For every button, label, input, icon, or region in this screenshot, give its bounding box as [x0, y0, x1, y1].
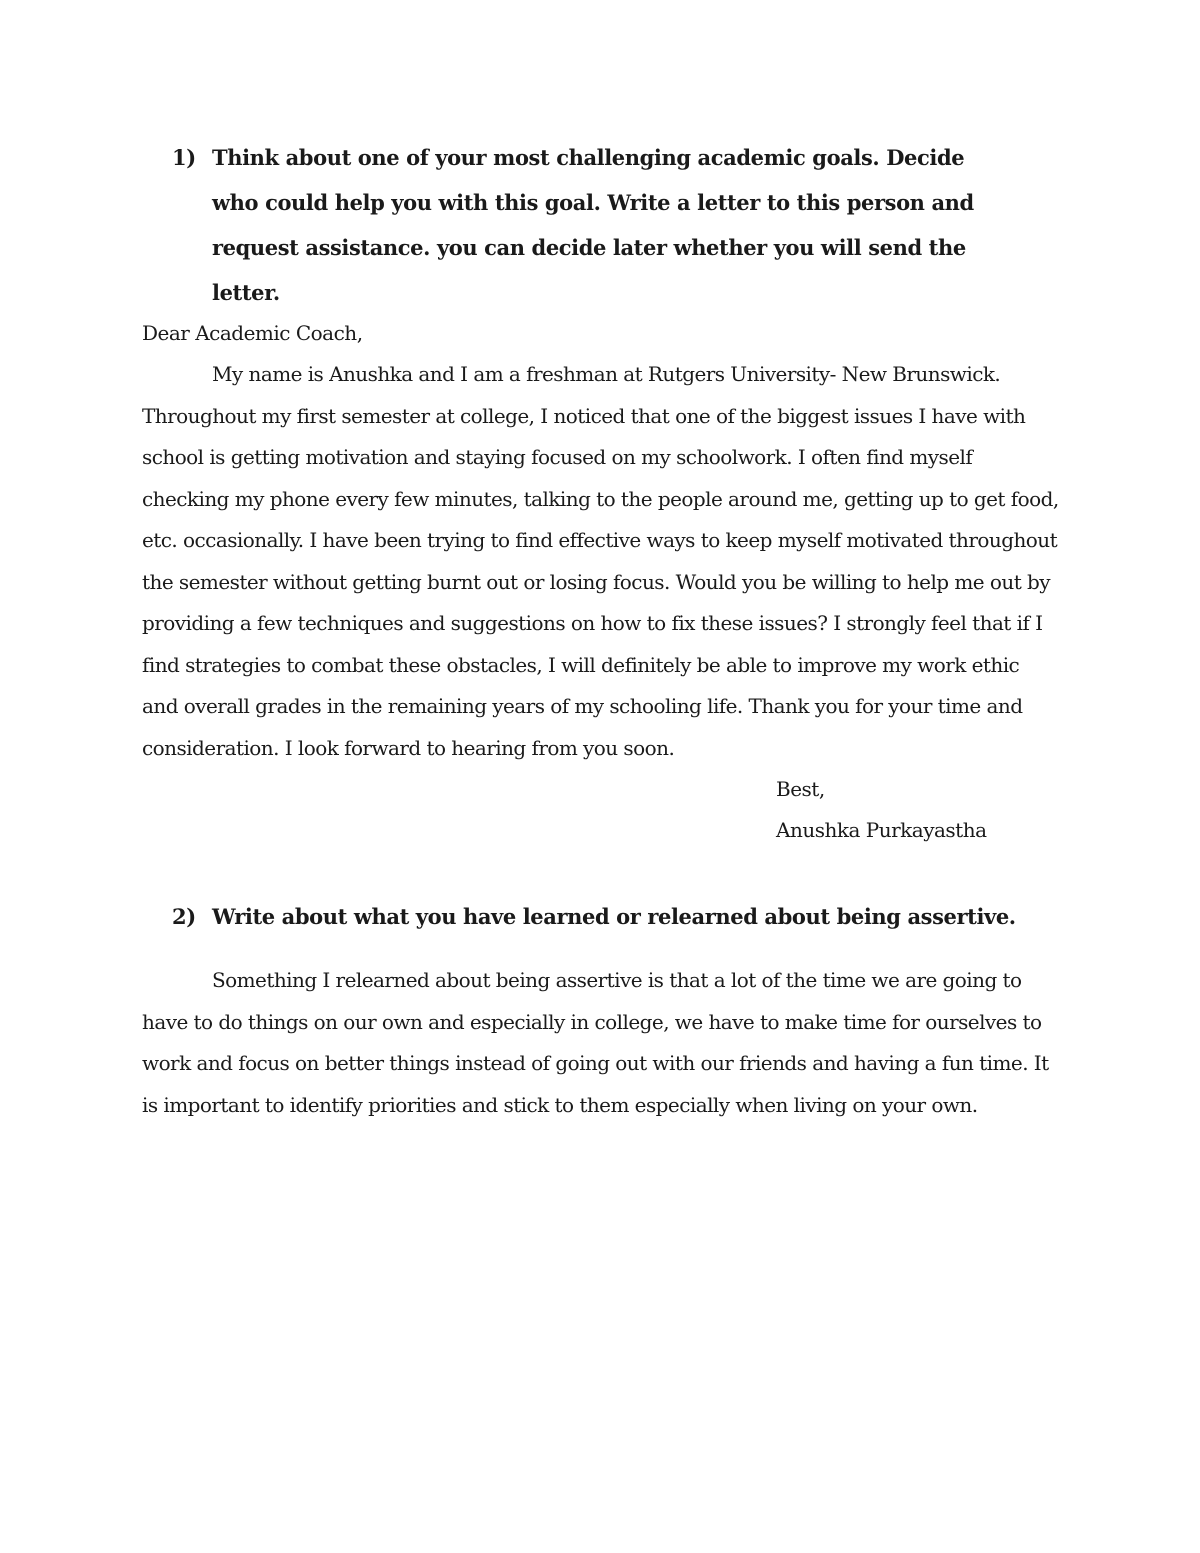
letter-salutation: Dear Academic Coach,	[142, 321, 363, 345]
answer-2-body: Something I relearned about being assertive is that a lot of the time we are going to have to do things on our own and especially in college, we have to make time for ourselves to work and focus on better things instead of going out with our friends and having a fun time. It is important to identify priorities and stick to them especially when living on your own.	[142, 968, 1049, 1117]
question-2	[172, 894, 1052, 939]
question-2-number: 2)	[172, 904, 196, 929]
question-1	[172, 135, 1012, 315]
question-1-number: 1)	[172, 145, 196, 170]
letter-closing: Best,	[776, 777, 825, 801]
question-2-text: Write about what you have learned or relearned about being assertive.	[212, 904, 1016, 929]
question-1-text: Think about one of your most challenging academic goals. Decide who could help you with this goal. Write a letter to this person and request assistance. you can decide later whether you will send the letter.	[212, 145, 974, 305]
letter-signature: Anushka Purkayastha	[776, 818, 987, 842]
letter-body: My name is Anushka and I am a freshman at Rutgers University- New Brunswick. Throughout my first semester at college, I noticed that one of the biggest issues I have with school is getting motivation and staying focused on my schoolwork. I often find myself checking my phone every few minutes, talking to the people around me, getting up to get food, etc. occasionally. I have been trying to find effective ways to keep myself motivated throughout the semester without getting burnt out or losing focus. Would you be willing to help me out by providing a few techniques and suggestions on how to fix these issues? I strongly feel that if I find strategies to combat these obstacles, I will definitely be able to improve my work ethic and overall grades in the remaining years of my schooling life. Thank you for your time and consideration. I look forward to hearing from you soon.	[142, 362, 1059, 760]
